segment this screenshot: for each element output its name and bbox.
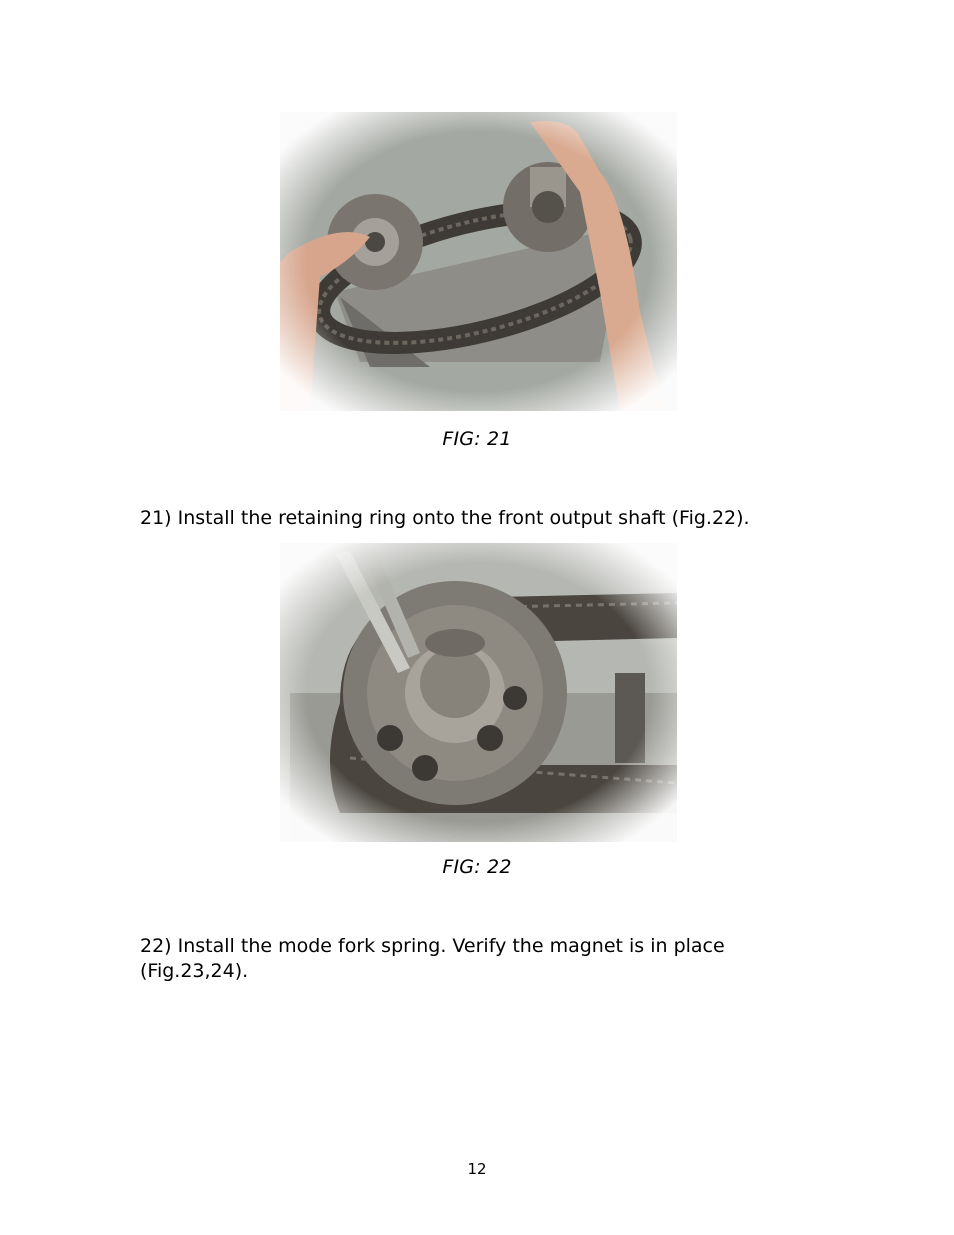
figure-22-caption: FIG: 22 xyxy=(442,856,512,878)
figure-21-photo xyxy=(280,112,677,411)
figure-21-caption: FIG: 21 xyxy=(442,428,512,450)
page-number: 12 xyxy=(467,1160,487,1178)
figure-22-photo xyxy=(280,543,677,842)
step-21-text: 21) Install the retaining ring onto the front output shaft (Fig.22). xyxy=(140,507,750,529)
step-22-line-1: 22) Install the mode fork spring. Verify the magnet is in place xyxy=(140,935,725,957)
step-22-line-2: (Fig.23,24). xyxy=(140,960,249,982)
step-22-text xyxy=(140,934,780,984)
